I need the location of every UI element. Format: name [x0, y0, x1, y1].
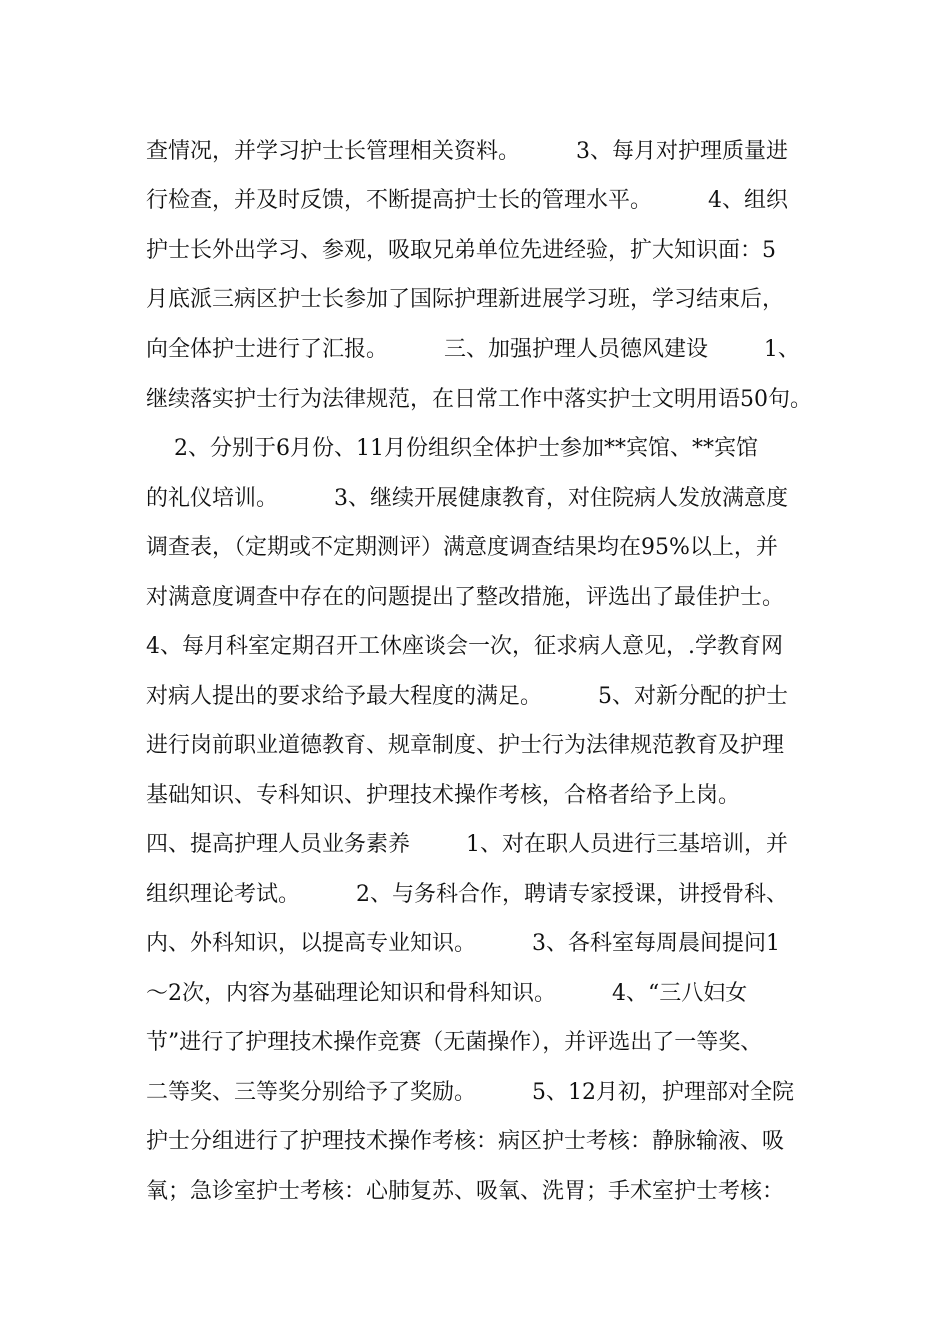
body-text-line: 对病人提出的要求给予最大程度的满足。 5、对新分配的护士 [146, 684, 788, 709]
body-text-line: 4、每月科室定期召开工休座谈会一次，征求病人意见，.学教育网 [146, 634, 783, 659]
body-text-line: 节”进行了护理技术操作竞赛（无菌操作），并评选出了一等奖、 [146, 1030, 763, 1055]
body-text-line: 查情况，并学习护士长管理相关资料。 3、每月对护理质量进 [146, 139, 788, 164]
body-text-line: 二等奖、三等奖分别给予了奖励。 5、12月初，护理部对全院 [146, 1080, 794, 1105]
body-text-line: 氧；急诊室护士考核：心肺复苏、吸氧、洗胃；手术室护士考核： [146, 1179, 785, 1204]
body-text-line: 调查表，（定期或不定期测评）满意度调查结果均在95%以上，并 [146, 535, 778, 560]
body-text-line: 内、外科知识，以提高专业知识。 3、各科室每周晨间提问1 [146, 931, 780, 956]
body-text-line: ～2次，内容为基础理论知识和骨科知识。 4、“三八妇女 [146, 981, 748, 1006]
body-text-line: 四、提高护理人员业务素养 1、对在职人员进行三基培训，并 [146, 832, 788, 857]
body-text-line: 向全体护士进行了汇报。 三、加强护理人员德风建设 1、 [146, 337, 800, 362]
body-text-line: 组织理论考试。 2、与务科合作，聘请专家授课，讲授骨科、 [146, 882, 788, 907]
body-text-line: 对满意度调查中存在的问题提出了整改措施，评选出了最佳护士。 [146, 585, 785, 610]
body-text-line: 继续落实护士行为法律规范，在日常工作中落实护士文明用语50句。 [146, 387, 812, 412]
body-text-line: 行检查，并及时反馈，不断提高护士长的管理水平。 4、组织 [146, 188, 788, 213]
body-text-line: 的礼仪培训。 3、继续开展健康教育，对住院病人发放满意度 [146, 486, 788, 511]
body-text-line: 护士长外出学习、参观，吸取兄弟单位先进经验，扩大知识面：5 [146, 238, 776, 263]
body-text-line: 月底派三病区护士长参加了国际护理新进展学习班，学习结束后， [146, 287, 785, 312]
body-text-line: 护士分组进行了护理技术操作考核：病区护士考核：静脉输液、吸 [146, 1129, 785, 1154]
body-text-line: 进行岗前职业道德教育、规章制度、护士行为法律规范教育及护理 [146, 733, 785, 758]
body-text-line: 2、分别于6月份、11月份组织全体护士参加**宾馆、**宾馆 [146, 436, 758, 461]
body-text-line: 基础知识、专科知识、护理技术操作考核，合格者给予上岗。 [146, 783, 741, 808]
